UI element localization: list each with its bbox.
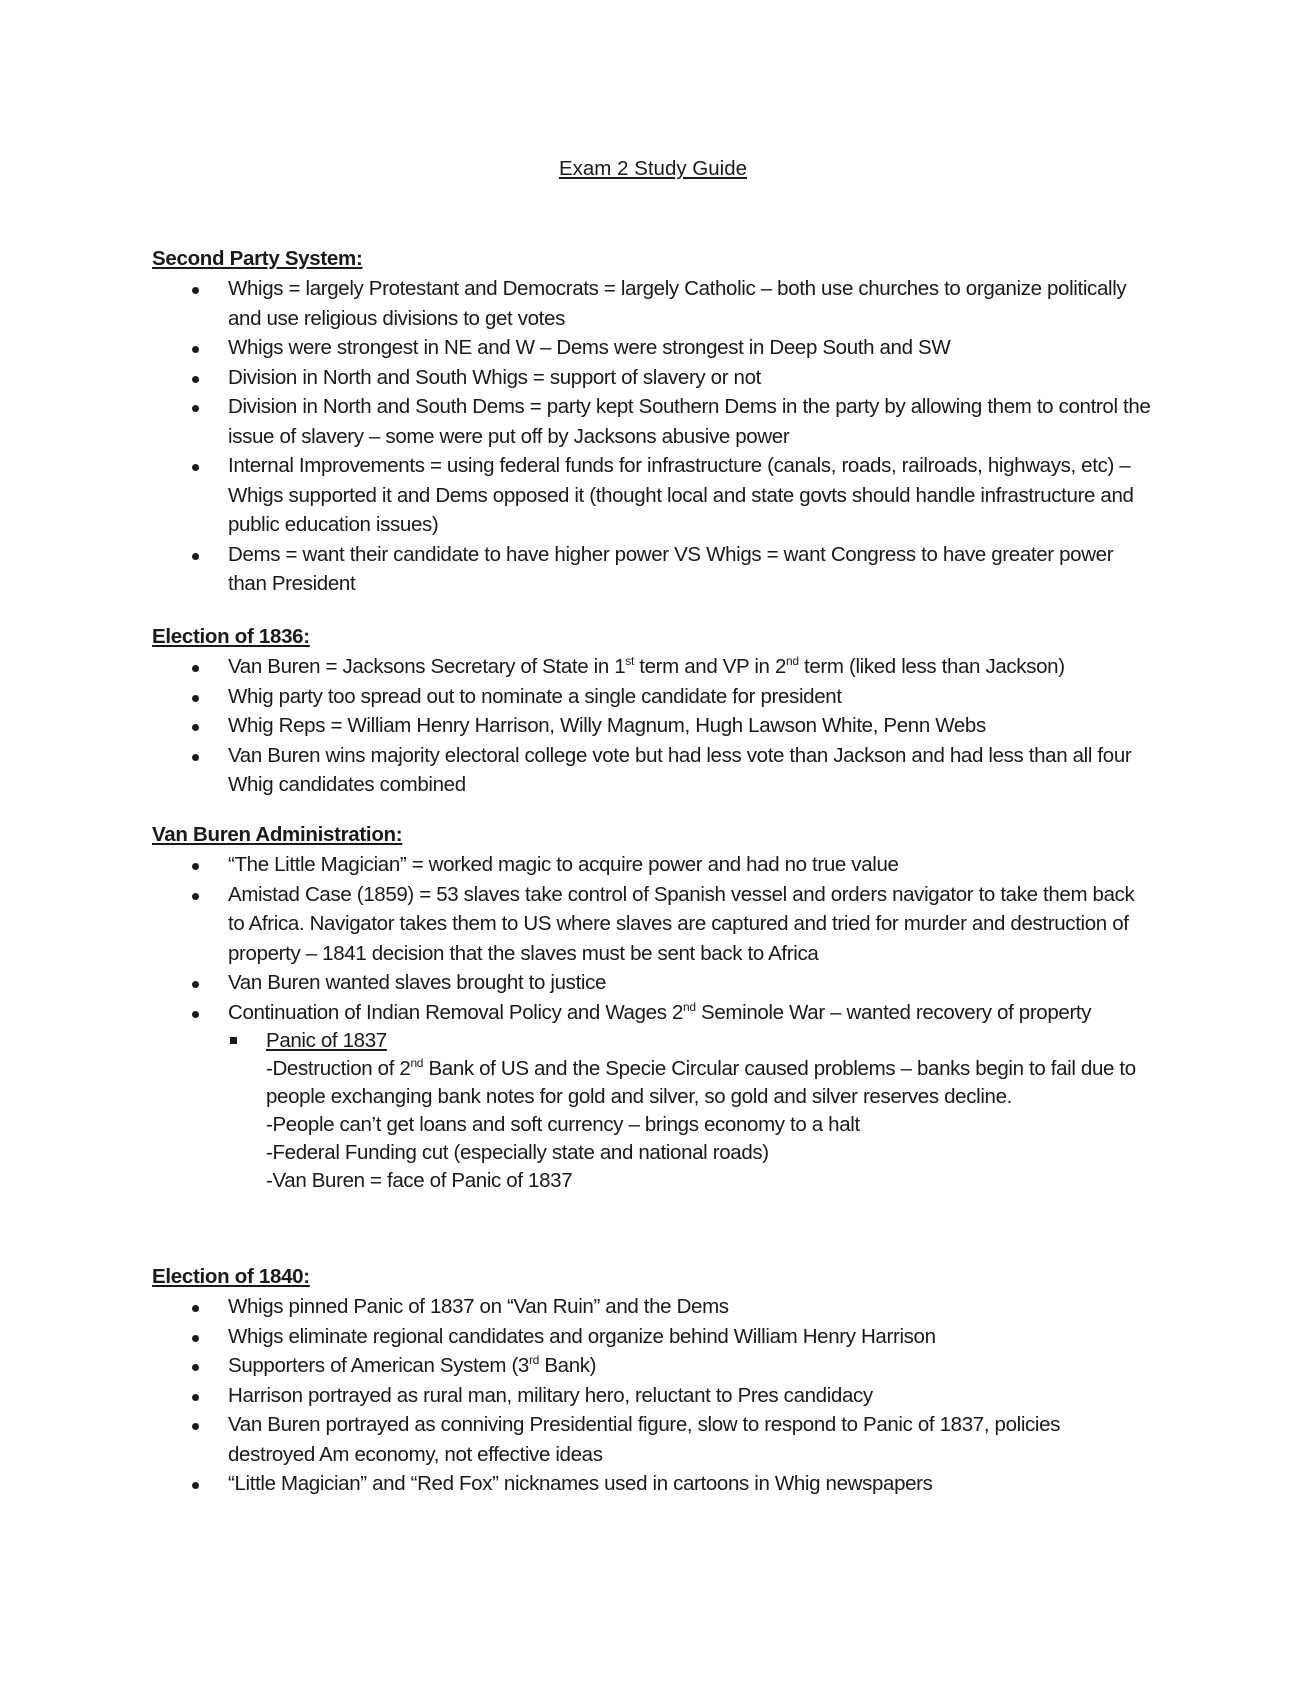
- bullet-icon: [192, 893, 199, 900]
- bullet-list: [152, 1292, 1152, 1499]
- square-bullet-icon: [230, 1037, 237, 1044]
- bullet-icon: [192, 1423, 199, 1430]
- list-item: Continuation of Indian Removal Policy and Wages 2nd Seminole War – wanted recovery of property Panic of 1837 -Destruction of 2nd Bank of US and the Specie Circular caused problems – banks begin to fail due to people exchanging bank notes for gold and silver, so gold and silver reserves decline. -People can’t get loans and soft currency – brings economy to a halt -Federal Funding cut (especially state and national roads) -Van Buren = face of Panic of 1837: [152, 998, 1152, 1196]
- document-title: Exam 2 Study Guide: [558, 157, 747, 180]
- list-item: Whigs pinned Panic of 1837 on “Van Ruin” and the Dems: [152, 1292, 1152, 1322]
- list-item: Whigs eliminate regional candidates and organize behind William Henry Harrison: [152, 1322, 1152, 1352]
- bullet-list: [152, 850, 1152, 1195]
- bullet-icon: [192, 376, 199, 383]
- list-item: Supporters of American System (3rd Bank): [152, 1351, 1152, 1381]
- bullet-list: [152, 274, 1152, 599]
- list-item: Division in North and South Dems = party kept Southern Dems in the party by allowing them to control the issue of slavery – some were put off by Jacksons abusive power: [152, 392, 1152, 451]
- section-heading: Second Party System:: [152, 247, 363, 270]
- list-item: Van Buren portrayed as conniving Presidential figure, slow to respond to Panic of 1837, policies destroyed Am economy, not effective ideas: [152, 1410, 1152, 1469]
- bullet-icon: [192, 665, 199, 672]
- bullet-icon: [192, 1335, 199, 1342]
- bullet-icon: [192, 754, 199, 761]
- bullet-icon: [192, 981, 199, 988]
- list-item: Whigs = largely Protestant and Democrats = largely Catholic – both use churches to organize politically and use religious divisions to get votes: [152, 274, 1152, 333]
- bullet-icon: [192, 695, 199, 702]
- bullet-icon: [192, 724, 199, 731]
- bullet-list: [152, 652, 1152, 800]
- bullet-icon: [192, 1394, 199, 1401]
- list-item: “Little Magician” and “Red Fox” nicknames used in cartoons in Whig newspapers: [152, 1469, 1152, 1499]
- list-item: Whigs were strongest in NE and W – Dems were strongest in Deep South and SW: [152, 333, 1152, 363]
- list-item: Van Buren wanted slaves brought to justice: [152, 968, 1152, 998]
- sub-heading: Panic of 1837: [266, 1029, 387, 1052]
- sub-list-item-panic: [228, 1027, 1152, 1195]
- section-heading: Van Buren Administration:: [152, 823, 403, 846]
- note-line: -Federal Funding cut (especially state and national roads): [266, 1141, 769, 1164]
- bullet-icon: [192, 863, 199, 870]
- section-heading: Election of 1840:: [152, 1265, 310, 1288]
- section-election-1836: [152, 622, 1152, 800]
- sub-list: [228, 1027, 1152, 1195]
- bullet-icon: [192, 464, 199, 471]
- section-second-party-system: [152, 244, 1152, 599]
- list-item: Van Buren = Jacksons Secretary of State in 1st term and VP in 2nd term (liked less than Jackson): [152, 652, 1152, 682]
- bullet-icon: [192, 287, 199, 294]
- list-item: Whig Reps = William Henry Harrison, Willy Magnum, Hugh Lawson White, Penn Webs: [152, 711, 1152, 741]
- note-line: -People can’t get loans and soft currency – brings economy to a halt: [266, 1113, 860, 1136]
- section-election-1840: [152, 1262, 1152, 1499]
- bullet-icon: [192, 553, 199, 560]
- bullet-icon: [192, 405, 199, 412]
- bullet-icon: [192, 1305, 199, 1312]
- bullet-icon: [192, 1011, 199, 1018]
- list-item: Whig party too spread out to nominate a single candidate for president: [152, 682, 1152, 712]
- section-heading: Election of 1836:: [152, 625, 310, 648]
- list-item: Van Buren wins majority electoral college vote but had less vote than Jackson and had less than all four Whig candidates combined: [152, 741, 1152, 800]
- bullet-icon: [192, 1364, 199, 1371]
- list-item: Division in North and South Whigs = support of slavery or not: [152, 363, 1152, 393]
- section-van-buren-administration: [152, 820, 1152, 1195]
- note-line: -Destruction of 2nd Bank of US and the Specie Circular caused problems – banks begin to fail due to people exchanging bank notes for gold and silver, so gold and silver reserves decline.: [266, 1056, 1136, 1108]
- list-item: Internal Improvements = using federal funds for infrastructure (canals, roads, railroads, highways, etc) – Whigs supported it and Dems opposed it (thought local and state govts should handle infrastructure and public education issues): [152, 451, 1152, 540]
- bullet-icon: [192, 346, 199, 353]
- list-item: “The Little Magician” = worked magic to acquire power and had no true value: [152, 850, 1152, 880]
- list-item: Amistad Case (1859) = 53 slaves take control of Spanish vessel and orders navigator to take them back to Africa. Navigator takes them to US where slaves are captured and tried for murder and destruction of property – 1841 decision that the slaves must be sent back to Africa: [152, 880, 1152, 969]
- note-line: -Van Buren = face of Panic of 1837: [266, 1169, 573, 1192]
- bullet-icon: [192, 1482, 199, 1489]
- list-item: Harrison portrayed as rural man, military hero, reluctant to Pres candidacy: [152, 1381, 1152, 1411]
- list-item: Dems = want their candidate to have higher power VS Whigs = want Congress to have greater power than President: [152, 540, 1152, 599]
